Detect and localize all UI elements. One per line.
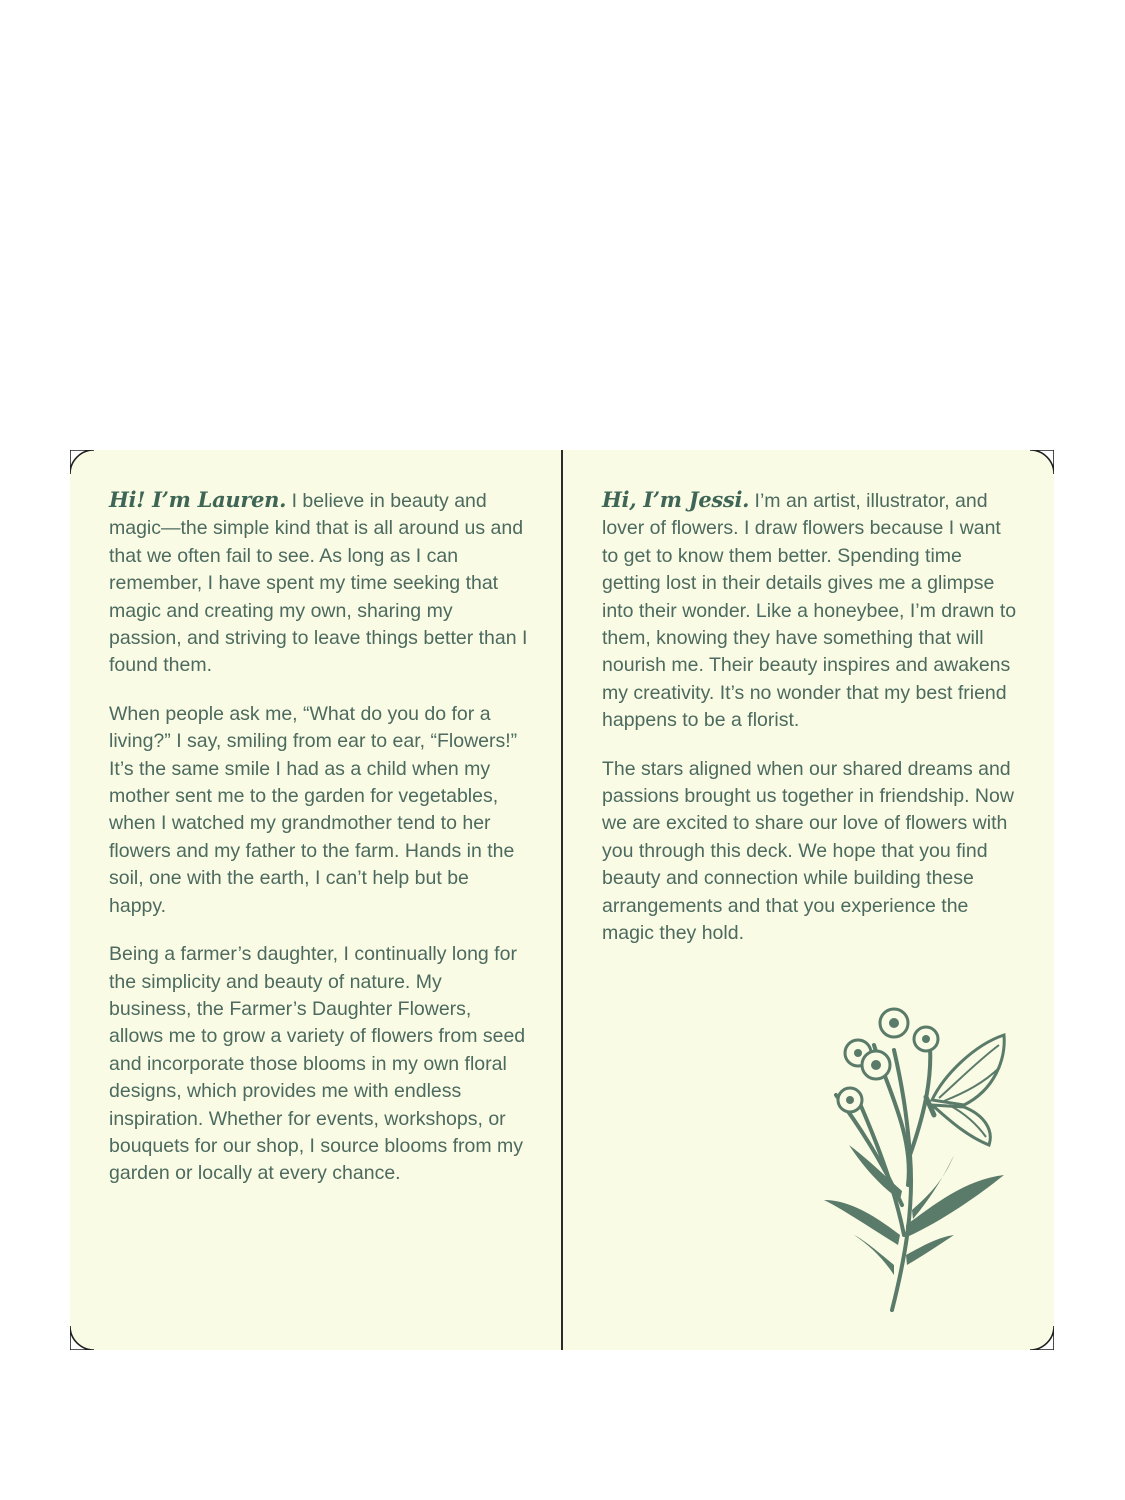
top-left-corner (70, 450, 116, 496)
flower-butterfly-illustration (814, 1005, 1014, 1315)
jessi-paragraph-2: The stars aligned when our shared dreams and passions brought us together in friendship. Now we are excited to share our love of flowers with you through this deck. We hope that you find beauty and connection while building these arrangements and that you experience the magic they hold. (602, 757, 1014, 945)
bottom-left-corner (70, 1304, 116, 1350)
lauren-intro-paragraph (109, 486, 529, 680)
book-spread (70, 450, 1054, 1350)
left-page (70, 450, 562, 1350)
right-page-text (602, 486, 1022, 969)
jessi-intro-name: Hi, I’m Jessi. (602, 487, 750, 512)
bottom-right-corner (1008, 1304, 1054, 1350)
left-page-text (109, 486, 529, 1209)
jessi-intro-paragraph (602, 486, 1022, 735)
lauren-intro-name: Hi! I’m Lauren. (109, 487, 287, 512)
lauren-paragraph-2: When people ask me, “What do you do for a living?” I say, smiling from ear to ear, “Flowers!” It’s the same smile I had as a child when my mother sent me to the garden for vegetables, when I watched my grandmother tend to her flowers and my father to the farm. Hands in the soil, one with the earth, I can’t help but be happy. (109, 702, 518, 917)
lauren-paragraph-3: Being a farmer’s daughter, I continually long for the simplicity and beauty of nature. My business, the Farmer’s Daughter Flowers, allows me to grow a variety of flowers from seed and incorporate those blooms in my own floral designs, which provides me with endless inspiration. Whether for events, workshops, or bouquets for our shop, I source blooms from my garden or locally at every chance. (109, 943, 526, 1185)
jessi-intro-text: I’m an artist, illustrator, and lover of flowers. I draw flowers because I want to get to know them better. Spending time getting lost in their details gives me a glimpse into their wonder. Like a honeybee, I’m drawn to them, knowing they have something that will nourish me. Their beauty inspires and awakens my creativity. It’s no wonder that my best friend happens to be a florist. (602, 490, 1017, 732)
lauren-intro-text: I believe in beauty and magic—the simple kind that is all around us and that we often fail to see. As long as I can remember, I have spent my time seeking that magic and creating my own, sharing my passion, and striving to leave things better than I found them. (109, 490, 528, 677)
top-right-corner (1008, 450, 1054, 496)
right-page (562, 450, 1054, 1350)
